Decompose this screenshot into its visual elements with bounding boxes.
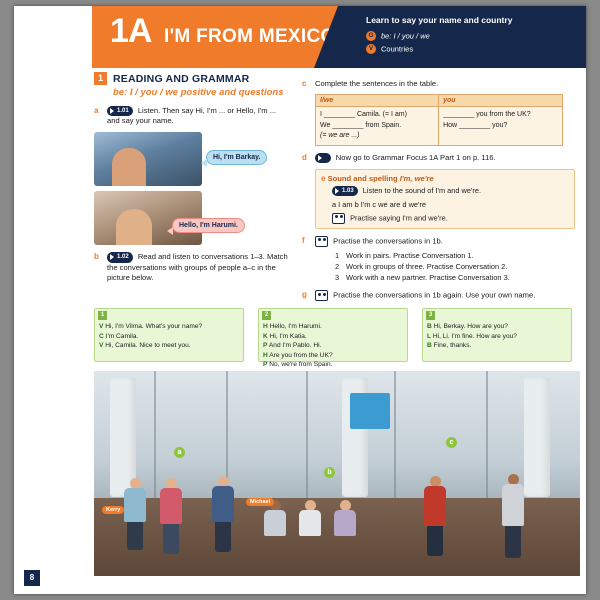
table-header-iwe: I/we — [316, 95, 439, 107]
step-number-1: 1 — [335, 250, 340, 260]
section-title: READING AND GRAMMAR — [113, 72, 250, 85]
step-number-3: 3 — [335, 273, 340, 283]
exercise-1d-text: Now go to Grammar Focus 1A Part 1 on p. 116. — [335, 152, 496, 162]
table-cell-iwe — [316, 107, 439, 146]
exercise-1d — [302, 153, 580, 163]
speaker: V — [99, 342, 104, 350]
dialogue-line — [99, 322, 239, 332]
conversation-2 — [258, 308, 408, 369]
right-column — [302, 72, 580, 301]
sound-line-1-text: Listen to the sound of I'm and we're. — [362, 186, 482, 196]
photo-pair — [94, 132, 290, 245]
figure-body — [299, 510, 321, 536]
sound-and-spelling-title-italic: I'm, we're — [399, 174, 434, 184]
exercise-1f — [302, 236, 580, 283]
section-heading — [94, 72, 290, 85]
pairwork-icon-1f — [315, 236, 328, 247]
line-text: And I'm Pablo. Hi. — [268, 342, 322, 350]
window-mullion — [154, 371, 156, 499]
sound-line-1 — [321, 186, 569, 197]
exercise-1a-text: Listen. Then say Hi, I'm ... or Hello, I'm ... and say your name. — [107, 105, 277, 126]
pillar — [524, 377, 550, 497]
dialogue-line — [427, 322, 567, 332]
conversation-1-number: 1 — [98, 311, 107, 320]
section-subtitle: be: I / you / we positive and questions — [113, 87, 284, 98]
dialogue-line — [263, 351, 403, 361]
line-text: Hi, Berkay. How are you? — [433, 323, 508, 330]
table-cell-you — [439, 107, 563, 146]
conversation-3-number: 3 — [426, 311, 435, 320]
list-item — [335, 272, 580, 283]
student-figure — [160, 478, 182, 554]
line-text: Hi, Li. I'm fine. How are you? — [432, 332, 517, 340]
speaker: H — [263, 351, 268, 359]
textbook-page — [14, 6, 586, 594]
photo-berkay — [94, 132, 202, 186]
pairwork-icon-1g — [315, 290, 328, 301]
table-cell-iwe-line3: (= we are ...) — [320, 132, 360, 140]
table-cell-iwe-line2: We ________ from Spain. — [320, 121, 402, 129]
group-marker-b: b — [324, 467, 335, 478]
speaker: L — [427, 332, 432, 340]
exercise-1c-letter: c — [302, 79, 307, 88]
unit-number: 1A — [110, 12, 152, 50]
goal-item-vocabulary — [366, 44, 413, 54]
table-row — [316, 107, 563, 146]
speaker: C — [99, 332, 104, 340]
dialogue-line — [263, 332, 403, 342]
speech-bubble-harumi: Hello, I'm Harumi. — [172, 218, 245, 233]
line-text: I'm Camila. — [105, 332, 139, 340]
step-text-1: Work in pairs. Practise Conversation 1. — [346, 250, 474, 260]
exercise-1a-letter: a — [94, 105, 99, 115]
goals-title: Learn to say your name and country — [366, 15, 513, 25]
dialogue-line — [263, 341, 403, 351]
speaker: K — [263, 332, 268, 340]
table-cell-you-line1: ________ you from the UK? — [443, 111, 531, 119]
group-marker-a: a — [174, 447, 185, 458]
wall-poster — [350, 393, 390, 429]
window-mullion — [486, 371, 488, 499]
exercise-1c-text: Complete the sentences in the table. — [315, 79, 439, 88]
speaker: B — [427, 323, 432, 330]
pairwork-icon — [332, 213, 345, 224]
unit-title: I'M FROM MEXICO — [164, 26, 336, 47]
goal-vocabulary-label: Countries — [381, 44, 414, 54]
figure-legs — [505, 526, 521, 558]
exercise-1e-letter: e — [321, 174, 326, 184]
line-text: Are you from the UK? — [269, 351, 333, 359]
figure-legs — [427, 526, 443, 556]
window-mullion — [394, 371, 396, 499]
sound-and-spelling-box — [315, 169, 575, 229]
conversation-1-lines — [99, 322, 239, 351]
name-tag-kerry: Kerry — [102, 506, 124, 514]
page-left-margin — [14, 6, 88, 594]
conversation-3 — [422, 308, 572, 362]
list-item — [335, 250, 580, 261]
list-item — [335, 261, 580, 272]
section-number: 1 — [94, 72, 107, 85]
sound-line-3-text: Practise saying I'm and we're. — [350, 213, 448, 223]
figure-body — [212, 486, 234, 522]
exercise-1b — [94, 252, 290, 283]
dialogue-line — [263, 322, 403, 332]
figure-legs — [215, 522, 231, 552]
page-header — [14, 6, 586, 68]
figure-legs — [163, 524, 179, 554]
exercise-1g-letter: g — [302, 290, 307, 300]
sound-and-spelling-title: Sound and spelling — [327, 174, 398, 184]
line-text: Hi, I'm Vilma. What's your name? — [105, 323, 203, 330]
student-figure — [299, 500, 321, 536]
line-text: Hi, I'm Katia. — [269, 332, 307, 340]
left-column — [94, 72, 290, 283]
speaker: P — [263, 342, 268, 350]
goal-item-grammar — [366, 31, 430, 41]
figure-body — [124, 488, 146, 522]
exercise-1f-steps — [335, 250, 580, 283]
grammar-table — [315, 94, 563, 146]
dialogue-line — [263, 360, 403, 370]
speaker: B — [427, 342, 432, 350]
conversation-2-number: 2 — [262, 311, 271, 320]
step-text-2: Work in groups of three. Practise Conversation 2. — [346, 262, 508, 272]
table-cell-iwe-line1: I ________ Camila. (= I am) — [320, 111, 407, 119]
sound-line-3 — [321, 213, 569, 224]
exercise-1a — [94, 106, 290, 127]
audio-play-button-1e[interactable]: 1.03 — [332, 186, 358, 196]
speaker: H — [263, 323, 268, 330]
window-mullion — [306, 371, 308, 499]
table-header-you: you — [439, 95, 563, 107]
main-classroom-photo — [94, 371, 580, 576]
student-figure — [424, 476, 446, 556]
student-figure — [334, 500, 356, 536]
student-figure — [502, 474, 524, 558]
figure-legs — [127, 522, 143, 550]
speech-bubble-berkay: Hi, I'm Barkay. — [206, 150, 267, 165]
figure-body — [424, 486, 446, 526]
figure-body — [502, 484, 524, 526]
table-cell-you-line2: How ________ you? — [443, 121, 508, 129]
table-header-row — [316, 95, 563, 107]
student-figure — [212, 476, 234, 552]
figure-body — [334, 510, 356, 536]
sound-line-2: a I am b I'm c we are d we're — [332, 199, 427, 209]
dialogue-line — [99, 332, 239, 342]
exercise-1g-text: Practise the conversations in 1b again. Use your own name. — [333, 290, 536, 300]
exercise-1f-letter: f — [302, 235, 305, 245]
dialogue-line — [427, 341, 567, 351]
exercise-1b-letter: b — [94, 252, 99, 262]
speaker: V — [99, 323, 104, 330]
grammar-focus-icon — [315, 153, 331, 163]
conversation-3-lines — [427, 322, 567, 351]
figure-body — [264, 510, 286, 536]
exercise-1g — [302, 290, 580, 301]
step-number-2: 2 — [335, 262, 340, 272]
goal-grammar-label: be: I / you / we — [381, 31, 430, 41]
audio-play-button-1b[interactable]: 1.02 — [107, 252, 133, 262]
group-marker-c: c — [446, 437, 457, 448]
page-number: 8 — [24, 570, 40, 586]
exercise-1f-text: Practise the conversations in 1b. — [333, 236, 443, 246]
goal-vocabulary-icon: V — [366, 44, 376, 54]
name-tag-michael: Michael — [246, 498, 274, 506]
dialogue-line — [99, 341, 239, 351]
dialogue-line — [427, 332, 567, 342]
audio-play-button-1a[interactable]: 1.01 — [107, 106, 133, 116]
exercise-1b-text: Read and listen to conversations 1–3. Match the conversations with groups of people a–c in the picture below. — [107, 252, 288, 282]
line-text: Hello, I'm Harumi. — [269, 323, 322, 330]
conversation-boxes — [94, 308, 580, 369]
line-text: Hi, Camila. Nice to meet you. — [105, 342, 191, 350]
conversation-1 — [94, 308, 244, 362]
line-text: No, we're from Spain. — [269, 361, 333, 369]
exercise-1c — [302, 79, 580, 89]
speaker: P — [263, 361, 268, 369]
sound-and-spelling-heading — [321, 174, 569, 183]
figure-body — [160, 488, 182, 524]
goal-grammar-icon: G — [366, 31, 376, 41]
student-figure — [124, 478, 146, 550]
line-text: Fine, thanks. — [433, 342, 472, 350]
step-text-3: Work with a new partner. Practise Conversation 3. — [346, 273, 510, 283]
exercise-1d-letter: d — [302, 152, 307, 162]
conversation-2-lines — [263, 322, 403, 370]
